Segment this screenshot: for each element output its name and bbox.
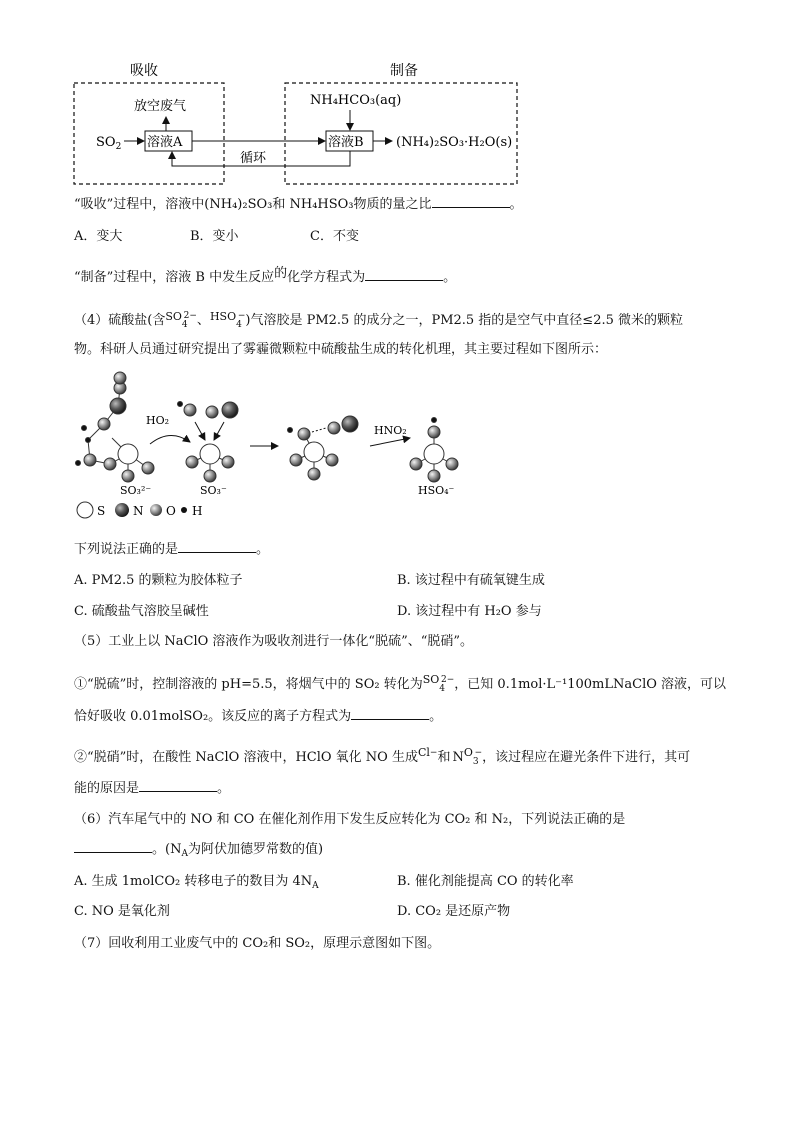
svg-text:O: O <box>166 504 176 518</box>
q4-option-b[interactable]: B. 该过程中有硫氧键生成 <box>397 573 545 588</box>
q4-option-d[interactable]: D. 该过程中有 H₂O 参与 <box>397 604 542 619</box>
q7-text: （7）回收利用工业废气中的 CO₂和 SO₂，原理示意图如下图。 <box>74 936 441 951</box>
nh4hco3-label: NH₄HCO₃(aq) <box>310 93 402 108</box>
answer-blank[interactable] <box>139 779 217 792</box>
hso4-label: HSO₄⁻ <box>418 484 455 497</box>
hno2-label: HNO₂ <box>374 424 407 437</box>
q4-line1: （4）硫酸盐(含$^{SO}_4^{2-}$、$^{HSO}_4$−)气溶胶是 PM2.5 的成分之一，PM2.5 指的是空气中直径≤2.5 微米的颗粒 <box>74 310 684 330</box>
absorb-group-label: 吸收 <box>130 63 158 79</box>
svg-text:S: S <box>97 504 106 518</box>
q6-option-a[interactable]: A. 生成 1molCO₂ 转移电子的数目为 $4N_A$ <box>74 874 319 891</box>
q4-option-a[interactable]: A. PM2.5 的颗粒为胶体粒子 <box>74 573 243 588</box>
product-label: (NH₄)₂SO₃·H₂O(s) <box>396 135 513 150</box>
answer-blank[interactable] <box>365 268 443 281</box>
q-absorb-option-a[interactable]: A．变大 <box>74 229 123 244</box>
q5-part2-line1: ②“脱硝”时，在酸性 NaClO 溶液中，HClO 氧化 NO 生成$^{Cl-}$和 $N^O_3^-$，该过程应在避光条件下进行，其可 <box>74 746 691 767</box>
ho2-label: HO₂ <box>146 414 170 427</box>
q5-part2-line2: 能的原因是 。 <box>74 781 231 796</box>
q6-option-c[interactable]: C. NO 是氧化剂 <box>74 904 170 919</box>
answer-blank[interactable] <box>74 840 152 853</box>
sulfite-radical-structure <box>178 402 239 483</box>
sulfite-ion-structure <box>76 372 155 482</box>
q6-line2: 。($N_A$为阿伏加德罗常数的值) <box>74 838 323 859</box>
q6-option-d[interactable]: D. CO₂ 是还原产物 <box>397 904 511 919</box>
so2-input-label: $SO_2$ <box>96 135 122 152</box>
so3-1-label: SO₃⁻ <box>200 484 227 497</box>
q4-option-c[interactable]: C. 硫酸盐气溶胶呈碱性 <box>74 604 209 619</box>
atom-legend <box>77 502 202 518</box>
answer-blank[interactable] <box>432 195 510 208</box>
q6-option-b[interactable]: B. 催化剂能提高 CO 的转化率 <box>397 874 574 889</box>
intermediate-structure <box>288 416 359 480</box>
so3-2-label: SO₃²⁻ <box>120 484 152 497</box>
q-absorb-option-b[interactable]: B．变小 <box>190 229 239 244</box>
cycle-label: 循环 <box>240 151 267 166</box>
solution-b-label: 溶液B <box>328 135 364 150</box>
q4-line2: 物。科研人员通过研究提出了雾霾微颗粒中硫酸盐生成的转化机理，其主要过程如下图所示： <box>74 342 608 357</box>
q5-title: （5）工业上以 NaClO 溶液作为吸收剂进行一体化“脱硫”、“脱硝”。 <box>74 634 474 649</box>
q5-part1-line1: ①“脱硫”时，控制溶液的 pH=5.5，将烟气中的 SO₂ 转化为$^{SO}_4^{2-}$，已知 0.1mol·L⁻¹100mLNaClO 溶液，可以 <box>74 673 727 694</box>
svg-text:N: N <box>133 504 144 518</box>
process-flow-diagram <box>0 0 794 190</box>
svg-text:H: H <box>192 504 203 518</box>
answer-blank[interactable] <box>351 707 429 720</box>
q6-line1: （6）汽车尾气中的 NO 和 CO 在催化剂作用下发生反应转化为 CO₂ 和 N₂，下列说法正确的是 <box>74 812 626 827</box>
q-prepare-text: “制备”过程中，溶液 B 中发生反应的化学方程式为 。 <box>74 266 457 285</box>
prepare-group-label: 制备 <box>390 63 418 79</box>
mechanism-diagram <box>0 360 794 525</box>
q-absorb-option-c[interactable]: C．不变 <box>310 229 359 244</box>
solution-a-label: 溶液A <box>147 135 183 150</box>
answer-blank[interactable] <box>178 540 256 553</box>
vent-label: 放空废气 <box>134 99 187 114</box>
q4-question: 下列说法正确的是 。 <box>74 542 270 557</box>
q5-part1-line2: 恰好吸收 0.01molSO₂。该反应的离子方程式为 。 <box>74 709 443 724</box>
q-absorb-text: “吸收”过程中，溶液中(NH₄)₂SO₃和 NH₄HSO₃物质的量之比 。 <box>74 197 523 212</box>
bisulfate-ion-structure <box>410 418 458 483</box>
